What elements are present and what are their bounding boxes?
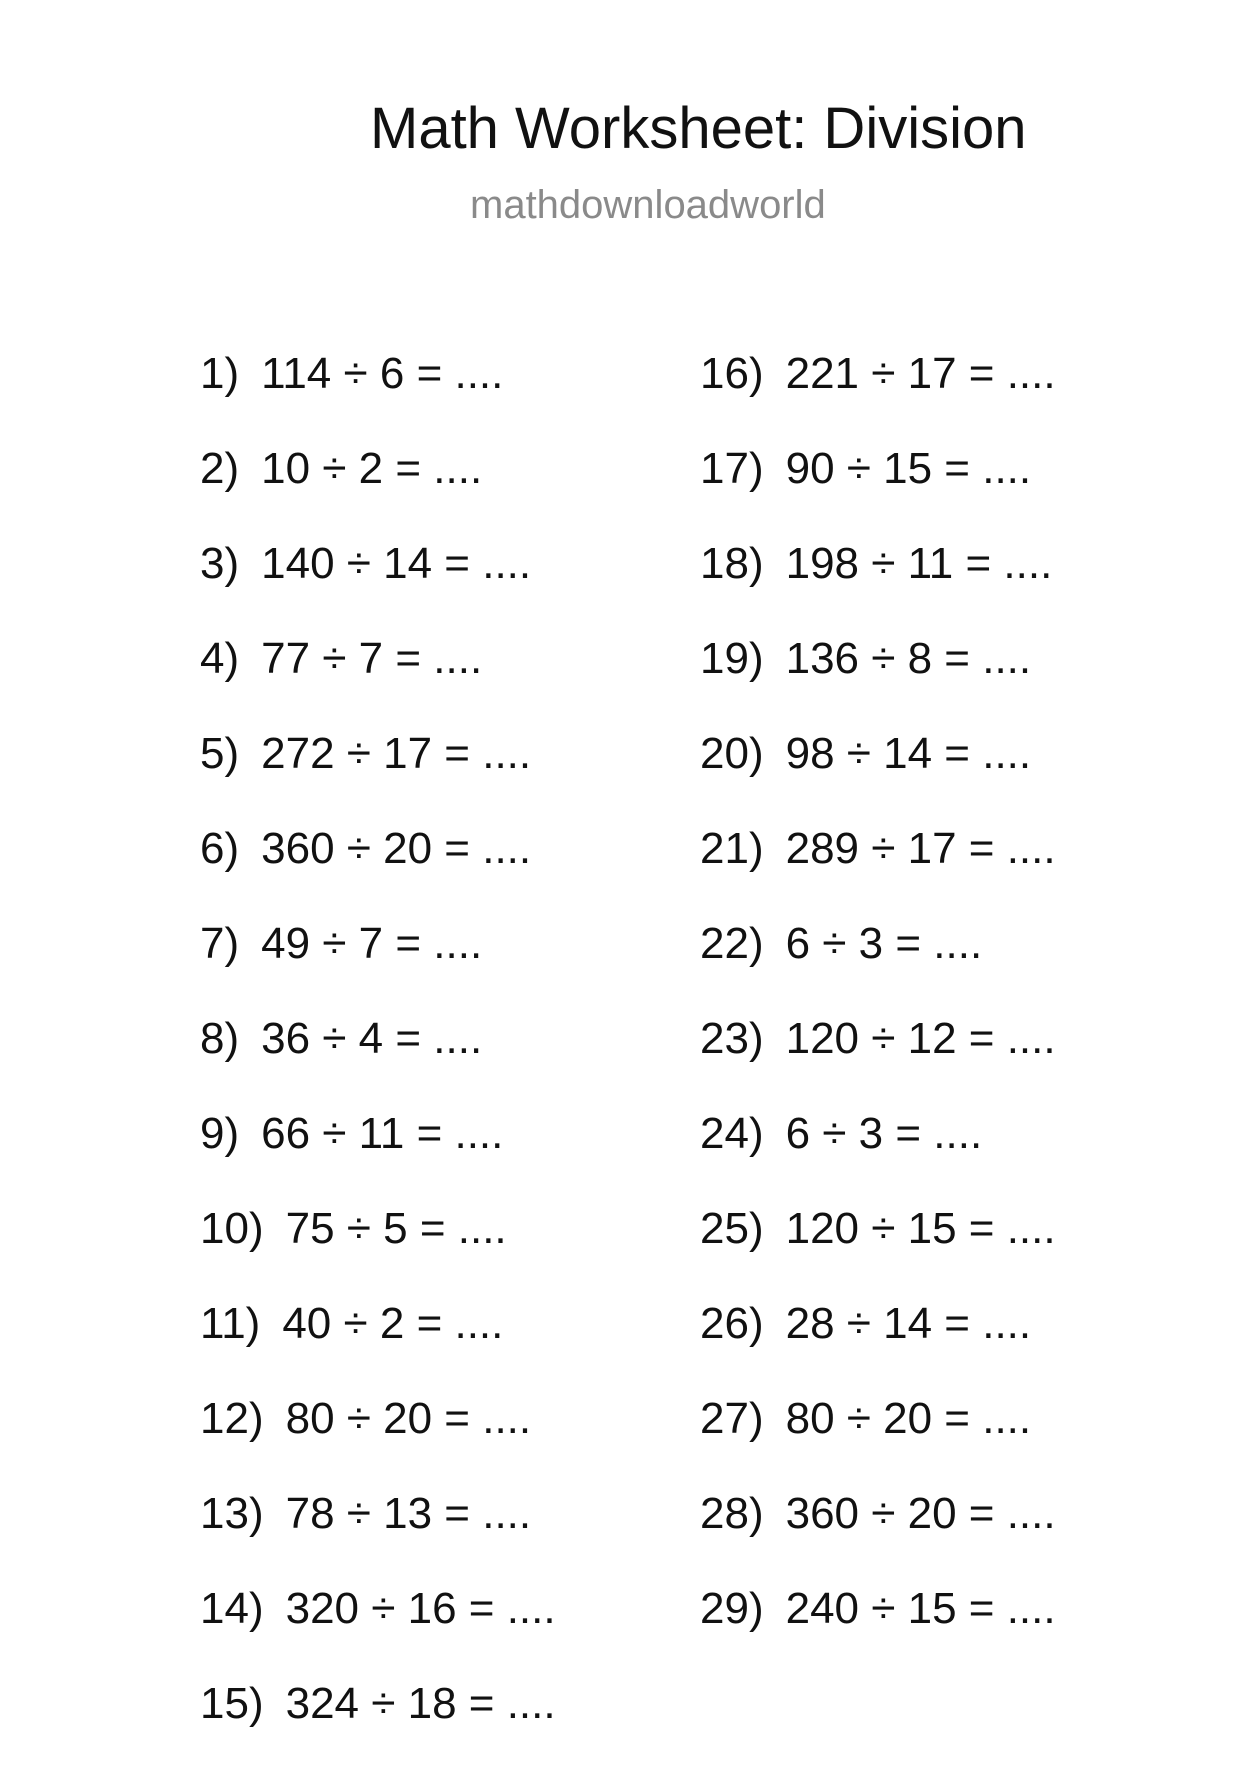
problem-expression: 221 ÷ 17 = .... [785,349,1056,398]
problem-item [700,1205,1056,1300]
problem-number: 3) [200,539,240,588]
problem-expression: 120 ÷ 12 = .... [785,1014,1056,1063]
problem-expression: 198 ÷ 11 = .... [785,539,1053,588]
problem-item [200,350,556,445]
problem-number: 15) [200,1679,264,1728]
problem-item [200,730,556,825]
problem-number: 28) [700,1489,764,1538]
problem-number: 29) [700,1584,764,1633]
problem-item [200,540,556,635]
problem-expression: 40 ÷ 2 = .... [282,1299,504,1348]
problem-expression: 80 ÷ 20 = .... [285,1394,532,1443]
problem-item [700,1395,1056,1490]
problem-item [200,1300,556,1395]
problem-expression: 240 ÷ 15 = .... [785,1584,1056,1633]
problem-expression: 80 ÷ 20 = .... [785,1394,1032,1443]
worksheet-title: Math Worksheet: Division [370,96,1027,161]
problem-expression: 66 ÷ 11 = .... [261,1109,504,1158]
problem-expression: 360 ÷ 20 = .... [785,1489,1056,1538]
problem-number: 22) [700,919,764,968]
problem-expression: 77 ÷ 7 = .... [261,634,483,683]
problem-expression: 49 ÷ 7 = .... [261,919,483,968]
problem-expression: 360 ÷ 20 = .... [261,824,532,873]
problem-number: 17) [700,444,764,493]
problem-item [700,1300,1056,1395]
problem-item [700,445,1056,540]
problem-number: 4) [200,634,240,683]
problem-item [700,1015,1056,1110]
problem-item [700,825,1056,920]
problem-expression: 90 ÷ 15 = .... [785,444,1032,493]
problem-expression: 75 ÷ 5 = .... [285,1204,507,1253]
problem-number: 10) [200,1204,264,1253]
problem-expression: 136 ÷ 8 = .... [785,634,1032,683]
problem-number: 2) [200,444,240,493]
problem-expression: 114 ÷ 6 = .... [261,349,504,398]
problem-item [200,635,556,730]
problem-item [700,920,1056,1015]
worksheet-source: mathdownloadworld [470,183,826,227]
problem-number: 5) [200,729,240,778]
problem-number: 19) [700,634,764,683]
problem-item [700,1110,1056,1205]
problem-expression: 120 ÷ 15 = .... [785,1204,1056,1253]
problem-item [200,1110,556,1205]
problem-expression: 28 ÷ 14 = .... [785,1299,1032,1348]
problem-item [200,1490,556,1585]
problem-item [200,1680,556,1775]
problem-number: 13) [200,1489,264,1538]
problem-number: 9) [200,1109,240,1158]
problem-expression: 272 ÷ 17 = .... [261,729,532,778]
problem-number: 25) [700,1204,764,1253]
problem-number: 1) [200,349,240,398]
problem-item [200,1395,556,1490]
problem-number: 18) [700,539,764,588]
problem-item [200,445,556,540]
problem-item [200,1015,556,1110]
problem-number: 12) [200,1394,264,1443]
problem-number: 14) [200,1584,264,1633]
problem-number: 27) [700,1394,764,1443]
problem-item [700,1490,1056,1585]
problem-item [700,350,1056,445]
problem-expression: 324 ÷ 18 = .... [285,1679,556,1728]
problem-expression: 6 ÷ 3 = .... [785,919,983,968]
problem-item [200,1205,556,1300]
problem-number: 6) [200,824,240,873]
problem-item [700,540,1056,635]
problem-number: 20) [700,729,764,778]
problem-column-right [700,350,1056,1680]
problem-column-left [200,350,556,1775]
problem-expression: 78 ÷ 13 = .... [285,1489,532,1538]
problem-expression: 10 ÷ 2 = .... [261,444,483,493]
problem-item [200,920,556,1015]
problem-number: 23) [700,1014,764,1063]
problem-item [700,730,1056,825]
problem-item [700,635,1056,730]
problem-number: 21) [700,824,764,873]
problem-expression: 36 ÷ 4 = .... [261,1014,483,1063]
problem-item [700,1585,1056,1680]
problem-expression: 140 ÷ 14 = .... [261,539,532,588]
problem-item [200,825,556,920]
problem-number: 11) [200,1299,261,1348]
problem-item [200,1585,556,1680]
problem-expression: 289 ÷ 17 = .... [785,824,1056,873]
problem-number: 8) [200,1014,240,1063]
problem-expression: 6 ÷ 3 = .... [785,1109,983,1158]
problem-number: 26) [700,1299,764,1348]
problem-number: 24) [700,1109,764,1158]
problem-number: 7) [200,919,240,968]
problem-expression: 98 ÷ 14 = .... [785,729,1032,778]
problem-number: 16) [700,349,764,398]
problem-expression: 320 ÷ 16 = .... [285,1584,556,1633]
